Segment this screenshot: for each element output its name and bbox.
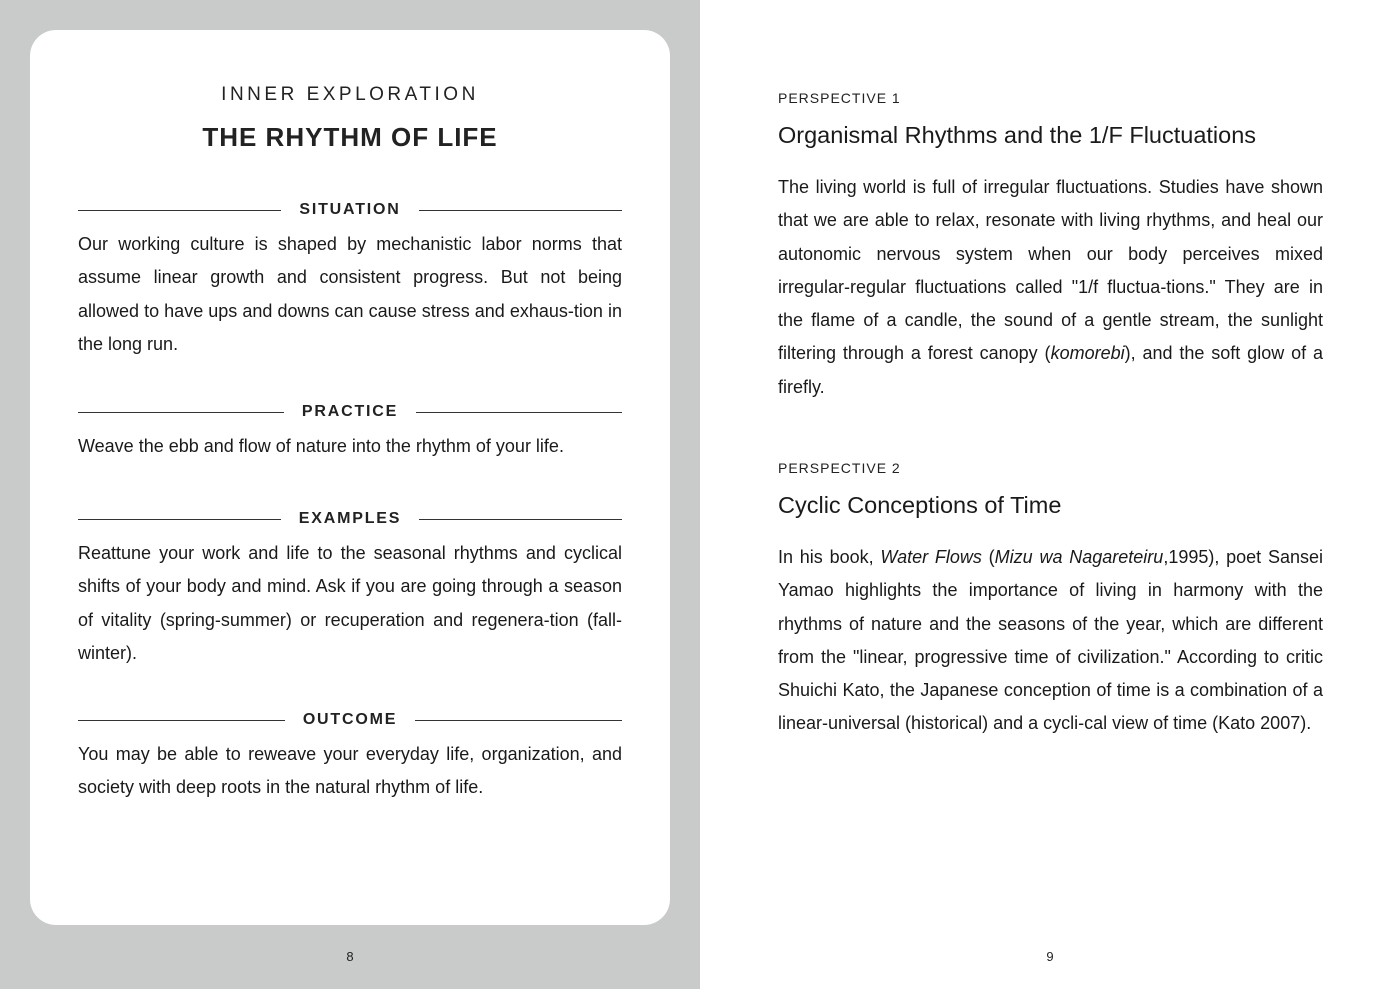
practice-text: Weave the ebb and flow of nature into the rhythm of your life. (78, 436, 564, 456)
practice-heading (78, 402, 622, 422)
content-card (30, 30, 670, 925)
page-number-right: 9 (1046, 949, 1054, 964)
divider-line (78, 720, 285, 721)
text-run: ,1995), poet Sansei Yamao highlights the importance of living in harmony with the rhythms of nature and the seasons of the year, which are different from the "linear, progressive time of civilization." According to critic Shuichi Kato, the Japanese conception of time is a combination of a linear-universal (historical) and a cycli-cal view of time (Kato 2007). (778, 547, 1323, 734)
section-kicker: INNER EXPLORATION (221, 84, 479, 105)
situation-label: SITUATION (299, 201, 401, 218)
book-title-english: Water Flows (880, 547, 982, 567)
book-title-japanese: Mizu wa Nagareteiru (994, 547, 1164, 567)
divider-line (415, 720, 622, 721)
page-number-left: 8 (346, 949, 354, 964)
text-run: The living world is full of irregular fluctuations. Studies have shown that we are able to relax, resonate with living rhythms, and heal our autonomic nervous system when our body perceives mixed irregular-regular fluctuations called "1/f fluctua-tions." They are in the flame of a candle, the sound of a gentle stream, the sunlight filtering through a forest canopy ( (778, 177, 1323, 364)
outcome-label: OUTCOME (302, 711, 398, 728)
examples-label: EXAMPLES (298, 510, 402, 527)
perspective-1-text (778, 171, 1323, 404)
examples-text: Reattune your work and life to the seasonal rhythms and cyclical shifts of your body and mind. Ask if you are going through a season of vitality (spring-summer) or recuperation and regenera-tion (fall-winter). (78, 543, 622, 663)
italic-term: komorebi (1050, 343, 1125, 364)
situation-text: Our working culture is shaped by mechanistic labor norms that assume linear growth and consistent progress. But not being allowed to have ups and downs can cause stress and exhaus-tion in the long run. (78, 234, 622, 354)
perspective-1-label: PERSPECTIVE 1 (778, 90, 901, 106)
perspective-1-title: Organismal Rhythms and the 1/F Fluctuations (778, 122, 1257, 148)
divider-line (78, 519, 281, 520)
divider-line (419, 210, 622, 211)
divider-line (78, 412, 284, 413)
perspective-2-label: PERSPECTIVE 2 (778, 460, 901, 476)
divider-line (419, 519, 622, 520)
situation-heading (78, 200, 622, 220)
text-run: ( (981, 547, 995, 567)
outcome-heading (78, 710, 622, 730)
text-run: In his book, (778, 547, 881, 567)
practice-label: PRACTICE (301, 403, 399, 420)
perspective-2-text (778, 541, 1323, 741)
divider-line (416, 412, 622, 413)
page-title: THE RHYTHM OF LIFE (202, 122, 498, 152)
examples-heading (78, 509, 622, 529)
outcome-text: You may be able to reweave your everyday life, organization, and society with deep roots in the natural rhythm of life. (78, 744, 622, 798)
text-run: ), and the soft glow of a firefly. (778, 343, 1323, 397)
divider-line (78, 210, 281, 211)
perspective-2-title: Cyclic Conceptions of Time (778, 492, 1062, 518)
